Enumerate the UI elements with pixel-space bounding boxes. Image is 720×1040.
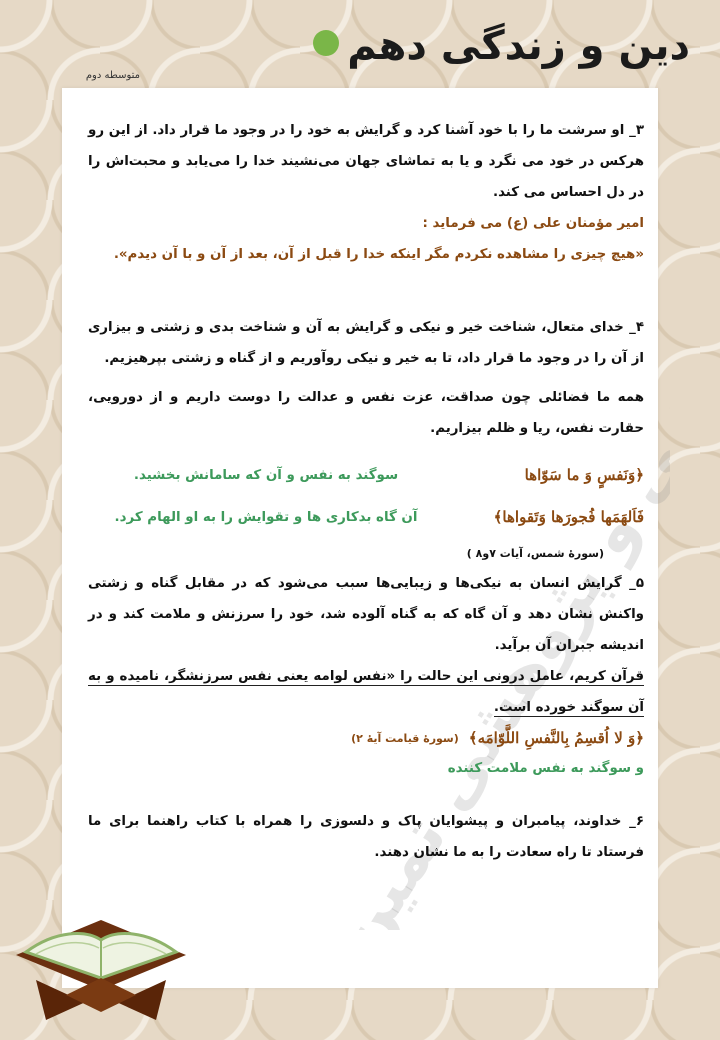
verse-2-translation: آن گاه بدکاری ها و تقوایش را به او الهام کرد. (114, 509, 418, 525)
spacer (88, 784, 644, 806)
verse-2-arabic: فَاَلهَمَها فُجورَها وَتَقواها﴾ (493, 507, 644, 526)
verse-3-translation: و سوگند به نفس ملامت کننده (447, 761, 644, 776)
speaker-line: امیر مؤمنان علی (ع) می فرماید : (422, 216, 644, 231)
verse-3-arabic: ﴿وَ لا اُقسِمُ بِالنَّفسِ اللَّوّامَه﴾ (468, 728, 644, 747)
header (313, 22, 690, 70)
verse-row-2 (88, 496, 644, 538)
underlined-text: قرآن کریم، عامل درونی این حالت را «نفس لوامه یعنی نفس سرزنشگر، نامیده و به آن سوگند خورده است. (88, 669, 644, 715)
page-subtitle: متوسطه دوم (85, 70, 140, 81)
paragraph-3: ۳_ او سرشت ما را با خود آشنا کرد و گرایش به خود را در وجود ما قرار داد. از این رو هرکس در خود می نگرد و یا به تماشای جهان می‌نشیند خدا را می‌یابد و محبت‌اش را در دل احساس می کند. (88, 123, 644, 200)
logo-accent-icon (313, 30, 339, 56)
verse-reference: (سورهٔ شمس، آیات ۷و۸ ) (466, 547, 604, 560)
content (88, 115, 644, 868)
paragraph-6: ۶_ خداوند، پیامبران و پیشوایان پاک و دلسوزی را همراه با کتاب راهنما برای ما فرستاد تا راه سعادت را به ما نشان دهند. (88, 814, 644, 860)
verse-1-arabic: ﴿وَنَفسٍ وَ ما سَوّاها (524, 465, 644, 484)
quran-book-icon (6, 860, 196, 1030)
paragraph-5b (88, 661, 644, 723)
paragraph-4b: همه ما فضائلی چون صداقت، عزت نفس و عدالت را دوست داریم و از دورویی، حقارت نفس، ریا و ظلم بیزاریم. (88, 390, 644, 436)
verse-row-3 (88, 723, 644, 753)
verse-row-1 (88, 454, 644, 496)
verse-3-reference: (سورهٔ قیامت آیهٔ ۲) (351, 731, 459, 745)
quote-line: «هیچ چیزی را مشاهده نکردم مگر اینکه خدا را قبل از آن، بعد از آن و با آن دیدم». (113, 247, 644, 262)
paragraph-5a: ۵_ گرایش انسان به نیکی‌ها و زیبایی‌ها سبب می‌شود که در مقابل گناه و زشتی واکنش نشان دهد و آن گاه که به گناه آلوده شد، خود را سرزنش و ملامت کند و در اندیشه جبران آن برآید. (88, 576, 644, 653)
verse-1-translation: سوگند به نفس و آن که سامانش بخشید. (133, 467, 399, 483)
paragraph-4: ۴_ خدای متعال، شناخت خیر و نیکی و گرایش به آن و شناخت بدی و زشتی و بیزاری از آن را در وجود ما قرار داد، تا به خیر و نیکی روآوریم و از گناه و زشتی بپرهیزیم. (88, 320, 644, 366)
watermark-text: و پژوهشی تمین (318, 495, 654, 930)
spacer (88, 270, 644, 312)
page-title: دین و زندگی دهم (347, 23, 690, 69)
